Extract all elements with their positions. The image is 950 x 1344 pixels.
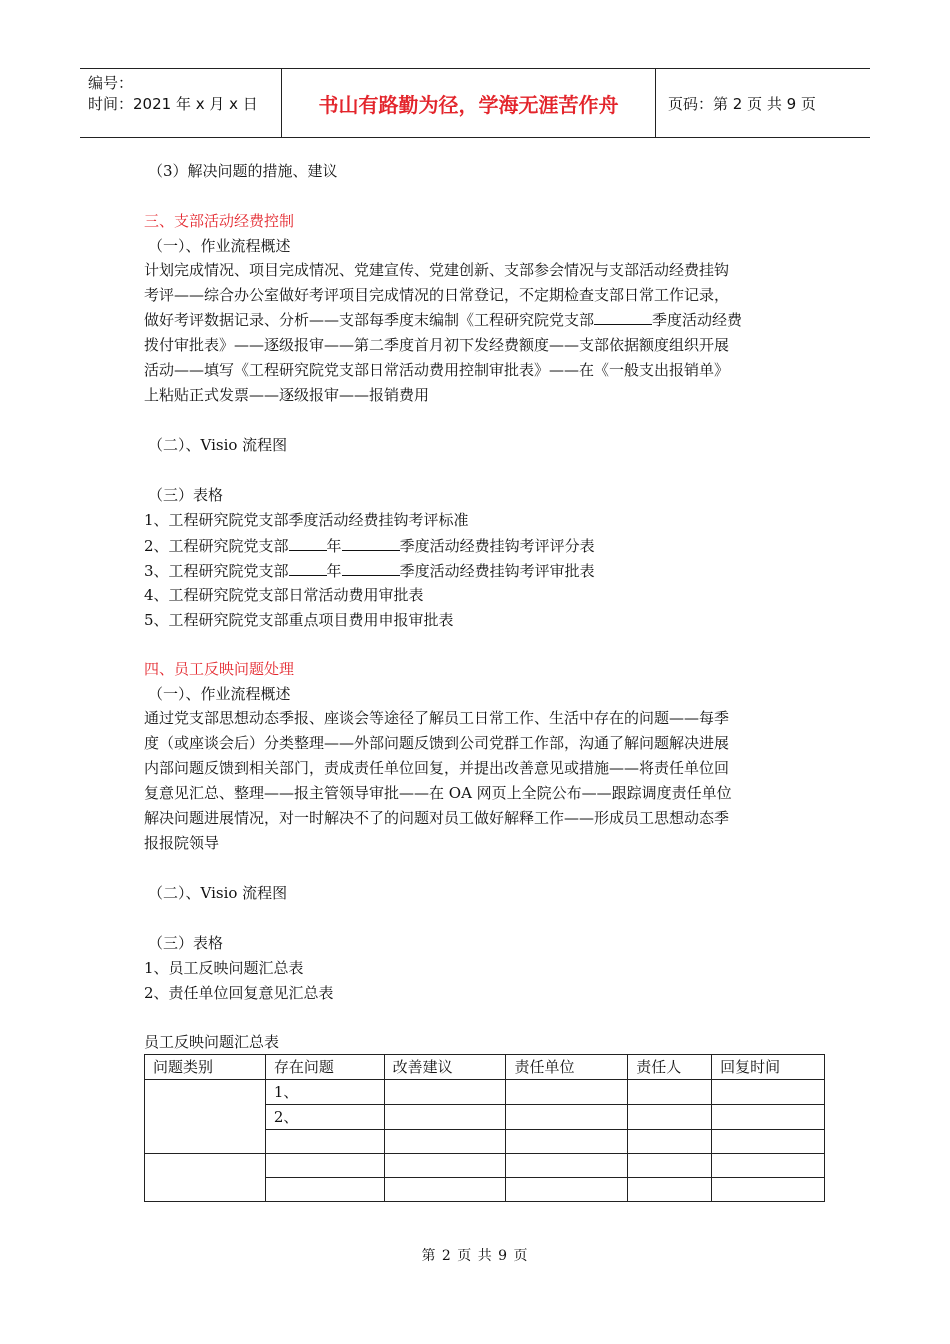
section4-sub3: （三）表格	[148, 934, 224, 952]
table-cell	[712, 1080, 825, 1105]
page-header	[80, 68, 870, 138]
section4-list-item: 2、责任单位回复意见汇总表	[144, 984, 334, 1002]
paragraph-line: 报报院领导	[144, 834, 220, 852]
employee-issues-table	[144, 1054, 825, 1202]
table-cell	[265, 1178, 384, 1202]
paragraph-text: 季度活动经费	[652, 311, 743, 329]
table-cell	[712, 1154, 825, 1178]
list-text: 年	[326, 562, 342, 580]
paragraph-line: 复意见汇总、整理——报主管领导审批——在 OA 网页上全院公布——跟踪调度责任单位	[144, 784, 732, 802]
section4-list-item: 1、员工反映问题汇总表	[144, 959, 304, 977]
table-row	[145, 1080, 825, 1105]
section3-list-item: 5、工程研究院党支部重点项目费用申报审批表	[144, 611, 454, 629]
section3-list-item: 4、工程研究院党支部日常活动费用审批表	[144, 586, 424, 604]
table-cell	[384, 1178, 506, 1202]
fill-in-blank	[289, 535, 327, 551]
document-number-label: 编号：	[88, 74, 134, 92]
table-cell	[506, 1105, 628, 1130]
section3-list-item	[144, 560, 595, 581]
table-cell	[384, 1130, 506, 1154]
section4-title: 四、员工反映问题处理	[144, 660, 295, 678]
table-cell	[506, 1178, 628, 1202]
table-cell	[265, 1154, 384, 1178]
header-meta	[80, 69, 282, 137]
list-text: 2、工程研究院党支部	[144, 537, 289, 555]
section3-title: 三、支部活动经费控制	[144, 212, 295, 230]
table-cell	[628, 1178, 712, 1202]
table-cell	[712, 1178, 825, 1202]
header-motto: 书山有路勤为径，学海无涯苦作舟	[282, 69, 656, 137]
table-header-cell: 责任人	[628, 1055, 712, 1080]
table-header-cell: 问题类别	[145, 1055, 266, 1080]
table-header-row	[145, 1055, 825, 1080]
section3-sub2: （二）、Visio 流程图	[148, 436, 288, 454]
table-header-cell: 责任单位	[506, 1055, 628, 1080]
table-header-cell: 回复时间	[712, 1055, 825, 1080]
section3-sub3: （三）表格	[148, 486, 224, 504]
table-cell	[145, 1154, 266, 1202]
list-text: 季度活动经费挂钩考评审批表	[399, 562, 595, 580]
table-row	[145, 1154, 825, 1178]
table-cell	[628, 1130, 712, 1154]
section3-paragraph	[144, 258, 814, 408]
table-cell	[506, 1154, 628, 1178]
paragraph-line: 考评——综合办公室做好考评项目完成情况的日常登记，不定期检查支部日常工作记录，	[144, 286, 730, 304]
table-caption: 员工反映问题汇总表	[144, 1033, 280, 1051]
table-cell: 2、	[265, 1105, 384, 1130]
paragraph-line: 度（或座谈会后）分类整理——外部问题反馈到公司党群工作部，沟通了解问题解决进展	[144, 734, 730, 752]
list-text: 年	[326, 537, 342, 555]
table-cell	[712, 1105, 825, 1130]
table-cell	[145, 1080, 266, 1154]
intro-item: （3）解决问题的措施、建议	[148, 162, 338, 180]
fill-in-blank	[594, 309, 652, 325]
fill-in-blank	[342, 560, 400, 576]
table-cell	[628, 1105, 712, 1130]
table-cell: 1、	[265, 1080, 384, 1105]
fill-in-blank	[289, 560, 327, 576]
paragraph-text: 做好考评数据记录、分析——支部每季度末编制《工程研究院党支部	[144, 311, 595, 329]
table-cell	[384, 1154, 506, 1178]
list-text: 季度活动经费挂钩考评评分表	[399, 537, 595, 555]
table-header-cell: 改善建议	[384, 1055, 506, 1080]
paragraph-line: 内部问题反馈到相关部门，责成责任单位回复，并提出改善意见或措施——将责任单位回	[144, 759, 730, 777]
section4-sub2: （二）、Visio 流程图	[148, 884, 288, 902]
paragraph-line: 上粘贴正式发票——逐级报审——报销费用	[144, 386, 430, 404]
table-cell	[712, 1130, 825, 1154]
table-cell	[628, 1080, 712, 1105]
fill-in-blank	[342, 535, 400, 551]
table-cell	[384, 1105, 506, 1130]
section4-sub1: （一）、作业流程概述	[148, 685, 291, 703]
document-time-label: 时间：2021 年 x 月 x 日	[88, 95, 258, 113]
table-cell	[384, 1080, 506, 1105]
list-text: 3、工程研究院党支部	[144, 562, 289, 580]
paragraph-line: 拨付审批表》——逐级报审——第二季度首月初下发经费额度——支部依据额度组织开展	[144, 336, 730, 354]
paragraph-line	[144, 308, 814, 333]
table-cell	[265, 1130, 384, 1154]
table-cell	[506, 1130, 628, 1154]
table-cell	[628, 1154, 712, 1178]
section4-paragraph	[144, 706, 814, 856]
paragraph-line: 活动——填写《工程研究院党支部日常活动费用控制审批表》——在《一般支出报销单》	[144, 361, 730, 379]
section3-list-item: 1、工程研究院党支部季度活动经费挂钩考评标准	[144, 511, 469, 529]
header-page-label: 页码：第 2 页 共 9 页	[668, 94, 816, 113]
table-cell	[506, 1080, 628, 1105]
table-header-cell: 存在问题	[265, 1055, 384, 1080]
section3-list-item	[144, 535, 595, 556]
section3-sub1: （一）、作业流程概述	[148, 237, 291, 255]
paragraph-line: 计划完成情况、项目完成情况、党建宣传、党建创新、支部参会情况与支部活动经费挂钩	[144, 261, 730, 279]
paragraph-line: 解决问题进展情况，对一时解决不了的问题对员工做好解释工作——形成员工思想动态季	[144, 809, 730, 827]
page-footer: 第 2 页 共 9 页	[421, 1248, 529, 1264]
paragraph-line: 通过党支部思想动态季报、座谈会等途径了解员工日常工作、生活中存在的问题——每季	[144, 709, 730, 727]
